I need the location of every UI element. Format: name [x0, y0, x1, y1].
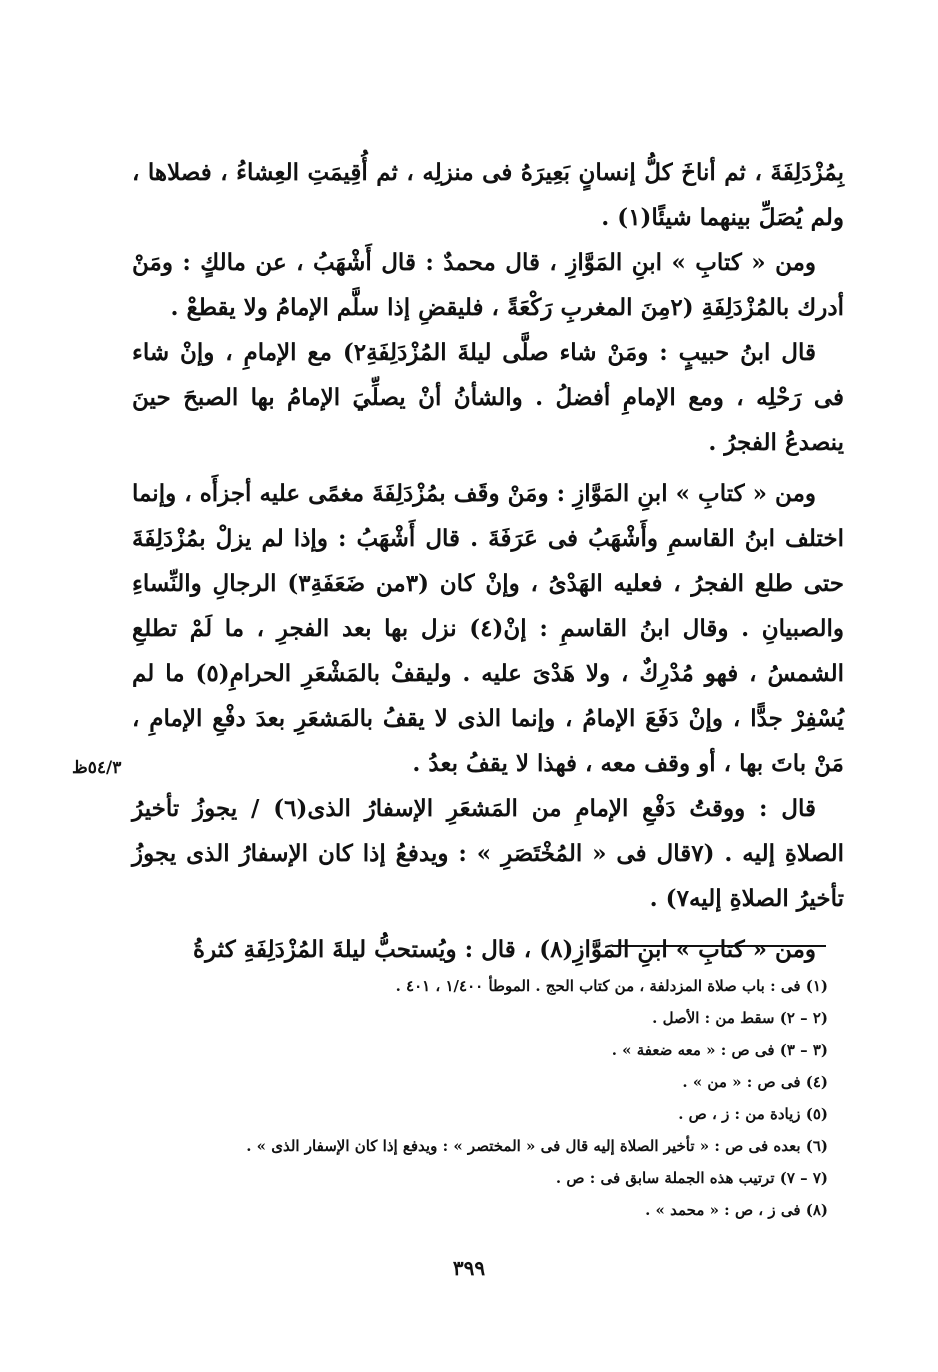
paragraph: بِمُزْدَلِفَةَ ، ثم أناخَ كلُّ إنسانٍ بَعِيرَهُ فى منزلِه ، ثم أُقِيمَتِ العِشاءُ ، فصلاها ، ولم يُصَلِّ بينهما شيئًا(١) .: [132, 159, 844, 231]
footnote-separator: [612, 945, 826, 947]
manuscript-folio-note: ٥٤/٣ظ: [72, 758, 122, 778]
paragraph: قال ابنُ حبيبٍ : ومَنْ شاء صلَّى ليلةَ المُزْدَلِفَةِ٢) مع الإمامِ ، وإنْ شاء فى رَحْلِه ، ومع الإمامِ أفضلُ . والشأنُ أنْ يصلِّيَ الإمامُ بها الصبحَ حينَ ينصدعُ الفجرُ .: [132, 339, 844, 456]
footnote: (١) فى : باب صلاة المزدلفة ، من كتاب الحج . الموطأ ١/٤٠٠ ، ٤٠١ .: [395, 977, 828, 995]
paragraph: ومن « كتابِ » ابنِ المَوَّازِ(٨) ، قال : ويُستحبُّ ليلةَ المُزْدَلِفَةِ كثرةُ: [193, 936, 816, 963]
main-text: [132, 150, 844, 972]
paragraph: قال : ووقتُ دَفْعِ الإمامِ من المَشعَرِ الإسفارُ الذى(٦) / يجوزُ تأخيرُ الصلاةِ إليه . (٧قال فى « المُخْتَصَرِ » : ويدفعُ إذا كان الإسفارُ الذى يجوزُ تأخيرُ الصلاةِ إليه٧) .: [132, 795, 844, 912]
footnote: (٤) فى ص : « من » .: [682, 1073, 828, 1091]
footnote: (٥) زيادة من : ز ، ص .: [678, 1105, 828, 1123]
paragraph: ومن « كتابِ » ابنِ المَوَّازِ ، قال محمدٌ : قال أَشْهَبُ ، عن مالكٍ : ومَنْ أدرك بالمُزْدَلِفَةِ (٢مِنَ المغربِ رَكْعَةً ، فليقضِ إذا سلَّم الإمامُ ولا يقطعْ .: [132, 249, 844, 321]
footnote: (٣ – ٣) فى ص : « معه ضعفة » .: [611, 1041, 828, 1059]
footnote: (٦) بعده فى ص : « تأخير الصلاة إليه قال فى « المختصر » : ويدفع إذا كان الإسفار الذى » .: [246, 1137, 828, 1155]
page-number: ٣٩٩: [452, 1256, 486, 1280]
footnotes: [132, 970, 828, 1226]
footnote: (٢ – ٢) سقط من : الأصل .: [652, 1009, 828, 1027]
footnote: (٨) فى ز ، ص : « محمد » .: [645, 1201, 828, 1219]
paragraph: ومن « كتابِ » ابنِ المَوَّازِ : ومَنْ وقَف بمُزْدَلِفَةَ مغمًى عليه أجزأَه ، وإنما اختلف ابنُ القاسمِ وأَشْهَبُ فى عَرَفَةَ . قال أَشْهَبُ : وإذا لم يزلْ بمُزْدَلِفَةَ حتى طلع الفجرُ ، فعليه الهَدْىُ ، وإنْ كان (٣من ضَعَفَةِ٣) الرجالِ والنِّساءِ والصبيانِ . وقال ابنُ القاسمِ : إنْ(٤) نزل بها بعد الفجرِ ، ما لَمْ تطلعِ الشمسُ ، فهو مُدْرِكٌ ، ولا هَدْىَ عليه . وليقفْ بالمَشْعَرِ الحرامِ(٥) ما لم يُسْفِرْ جدًّا ، وإنْ دَفَعَ الإمامُ ، وإنما الذى لا يقفُ بالمَشعَرِ بعدَ دفْعِ الإمامِ ، مَنْ باتَ بها ، أو وقف معه ، فهذا لا يقفُ بعدُ .: [132, 480, 844, 777]
footnote: (٧ – ٧) ترتيب هذه الجملة سابق فى : ص .: [555, 1169, 828, 1187]
